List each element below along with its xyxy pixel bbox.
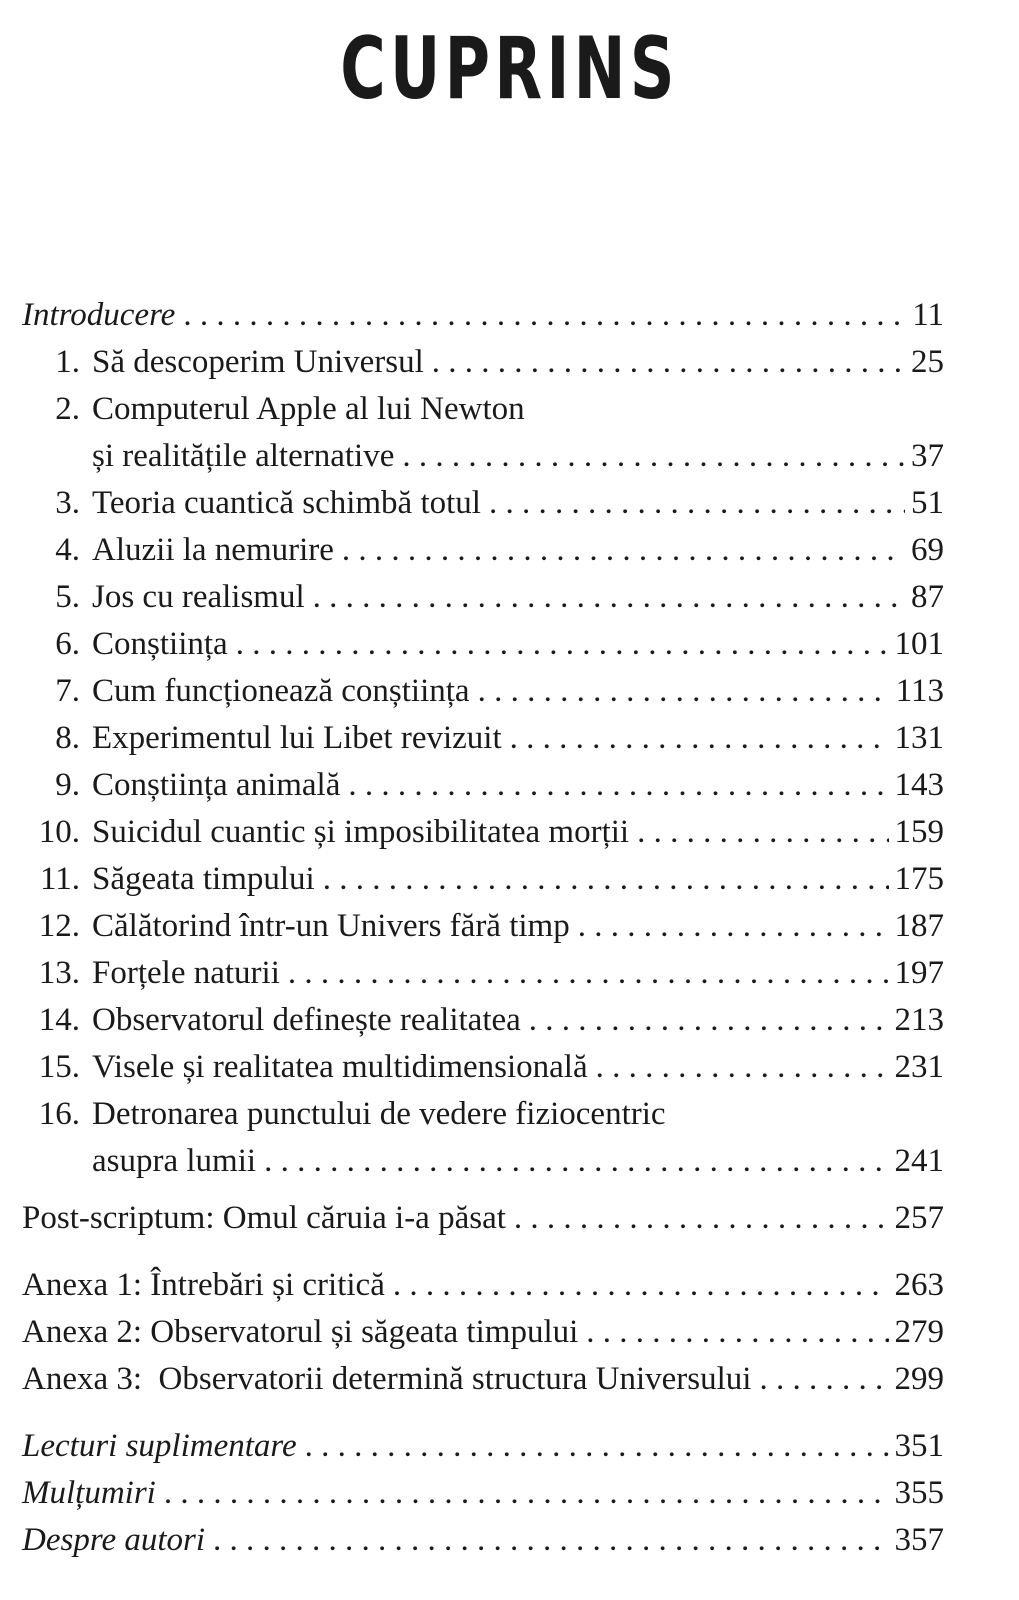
toc-entry-label: Visele și realitatea multidimensională	[92, 1049, 588, 1085]
toc-entry-chapter-6[interactable]	[22, 621, 944, 668]
chapter-number: 7.	[55, 673, 80, 709]
toc-entry-page: 197	[894, 955, 944, 991]
toc-entry-label: Anexa 2: Observatorul și săgeata timpului	[22, 1314, 579, 1350]
toc-entry-label: Conștiința animală	[92, 767, 341, 803]
dot-leader	[402, 433, 905, 480]
toc-entry-label: Lecturi suplimentare	[22, 1428, 297, 1464]
dot-leader	[529, 997, 889, 1044]
dot-leader	[313, 574, 905, 621]
toc-entry-chapter-11[interactable]	[22, 856, 944, 903]
toc-entry-label: Anexa 1: Întrebări și critică	[22, 1267, 385, 1303]
toc-entry-page: 213	[894, 1002, 944, 1038]
toc-entry-label: Despre autori	[22, 1522, 206, 1558]
chapter-number: 11.	[39, 861, 80, 897]
toc-entry-label-line-2: asupra lumii	[92, 1143, 257, 1179]
toc-entry-page: 101	[894, 626, 944, 662]
toc-entry-page: 299	[894, 1361, 944, 1397]
toc-entry-chapter-9[interactable]	[22, 762, 944, 809]
toc-entry-page: 187	[894, 908, 944, 944]
dot-leader	[323, 856, 889, 903]
toc-entry-page: 351	[894, 1428, 944, 1464]
toc-entry-chapter-4[interactable]	[22, 527, 944, 574]
chapter-number: 9.	[55, 767, 80, 803]
toc-entry-page: 25	[911, 344, 944, 380]
dot-leader	[759, 1356, 888, 1403]
dot-leader	[264, 1138, 888, 1185]
dot-leader	[342, 527, 905, 574]
toc-entry-page: 257	[894, 1200, 944, 1236]
toc-entry-label-line-2: și realitățile alternative	[92, 438, 395, 474]
toc-entry-chapter-14[interactable]	[22, 997, 944, 1044]
toc-entry-lecturi[interactable]	[22, 1423, 944, 1470]
toc-entry-chapter-8[interactable]	[22, 715, 944, 762]
dot-leader	[213, 1517, 888, 1564]
dot-leader	[514, 1195, 889, 1242]
toc-entry-label: Călătorind într-un Univers fără timp	[92, 908, 570, 944]
toc-entry-introducere[interactable]	[22, 292, 944, 339]
toc-entry-chapter-1[interactable]	[22, 339, 944, 386]
toc-entry-page: 11	[912, 297, 944, 333]
dot-leader	[578, 903, 889, 950]
toc-entry-chapter-3[interactable]	[22, 480, 944, 527]
dot-leader	[393, 1262, 889, 1309]
chapter-number: 16.	[38, 1096, 80, 1132]
dot-leader	[489, 480, 905, 527]
toc-entry-label: Conștiința	[92, 626, 228, 662]
dot-leader	[164, 1470, 889, 1517]
toc-entry-label: Experimentul lui Libet revizuit	[92, 720, 502, 756]
toc-entry-page: 143	[894, 767, 944, 803]
chapter-number: 15.	[38, 1049, 80, 1085]
chapter-number: 3.	[55, 485, 80, 521]
chapter-number: 4.	[55, 532, 80, 568]
toc-entry-label: Observatorul definește realitatea	[92, 1002, 521, 1038]
toc-entry-label: Jos cu realismul	[92, 579, 305, 615]
dot-leader	[183, 292, 906, 339]
toc-entry-page: 69	[911, 532, 944, 568]
toc-entry-page: 263	[894, 1267, 944, 1303]
toc-entry-chapter-13[interactable]	[22, 950, 944, 997]
toc-entry-label: Post-scriptum: Omul căruia i-a păsat	[22, 1200, 506, 1236]
toc-entry-multumiri[interactable]	[22, 1470, 944, 1517]
toc-entry-label: Suicidul cuantic și imposibilitatea morții	[92, 814, 630, 850]
toc-entry-label: Aluzii la nemurire	[92, 532, 334, 568]
toc-entry-chapter-16[interactable]	[22, 1091, 944, 1185]
toc-entry-page: 113	[895, 673, 944, 709]
dot-leader	[288, 950, 889, 997]
toc-entry-page: 231	[894, 1049, 944, 1085]
toc-entry-page: 51	[911, 485, 944, 521]
chapter-number: 5.	[55, 579, 80, 615]
toc-entry-chapter-12[interactable]	[22, 903, 944, 950]
chapter-number: 12.	[38, 908, 80, 944]
chapter-number: 2.	[55, 391, 80, 427]
toc-entry-chapter-2[interactable]	[22, 386, 944, 480]
toc-entry-label: Forțele naturii	[92, 955, 280, 991]
toc-entry-page: 159	[894, 814, 944, 850]
toc-entry-chapter-7[interactable]	[22, 668, 944, 715]
toc-entry-label-line-1: Computerul Apple al lui Newton	[92, 391, 525, 427]
toc-entry-page: 279	[894, 1314, 944, 1350]
toc-entry-page: 357	[894, 1522, 944, 1558]
toc-entry-label-line-1: Detronarea punctului de vedere fiziocentric	[92, 1096, 666, 1132]
toc-entry-postscript[interactable]	[22, 1195, 944, 1242]
dot-leader	[236, 621, 889, 668]
dot-leader	[348, 762, 888, 809]
dot-leader	[432, 339, 905, 386]
toc-entry-page: 87	[911, 579, 944, 615]
toc-entry-label: Introducere	[22, 297, 176, 333]
toc-entry-label: Teoria cuantică schimbă totul	[92, 485, 481, 521]
chapter-number: 6.	[55, 626, 80, 662]
toc-entry-label: Cum funcționează conștiința	[92, 673, 470, 709]
toc-entry-label: Anexa 3: Observatorii determină structura Universului	[22, 1361, 752, 1397]
table-of-contents	[22, 292, 944, 1564]
toc-entry-chapter-5[interactable]	[22, 574, 944, 621]
toc-entry-annex-1[interactable]	[22, 1262, 944, 1309]
dot-leader	[637, 809, 888, 856]
dot-leader	[478, 668, 890, 715]
toc-entry-page: 37	[911, 438, 944, 474]
dot-leader	[586, 1309, 888, 1356]
toc-entry-annex-2[interactable]	[22, 1309, 944, 1356]
toc-entry-label: Să descoperim Universul	[92, 344, 424, 380]
toc-entry-chapter-10[interactable]	[22, 809, 944, 856]
chapter-number: 1.	[55, 344, 80, 380]
chapter-number: 13.	[38, 955, 80, 991]
chapter-number: 10.	[38, 814, 80, 850]
dot-leader	[305, 1423, 889, 1470]
toc-entry-label: Mulțumiri	[22, 1475, 156, 1511]
toc-entry-chapter-15[interactable]	[22, 1044, 944, 1091]
chapter-number: 8.	[55, 720, 80, 756]
toc-entry-page: 355	[894, 1475, 944, 1511]
toc-entry-page: 175	[894, 861, 944, 897]
toc-entry-label: Săgeata timpului	[92, 861, 315, 897]
toc-entry-annex-3[interactable]	[22, 1356, 944, 1403]
dot-leader	[510, 715, 889, 762]
chapter-number: 14.	[38, 1002, 80, 1038]
dot-leader	[596, 1044, 889, 1091]
toc-entry-despre-autori[interactable]	[22, 1517, 944, 1564]
toc-entry-page: 241	[894, 1143, 944, 1179]
page-title: CUPRINS	[340, 19, 679, 119]
toc-entry-page: 131	[894, 720, 944, 756]
